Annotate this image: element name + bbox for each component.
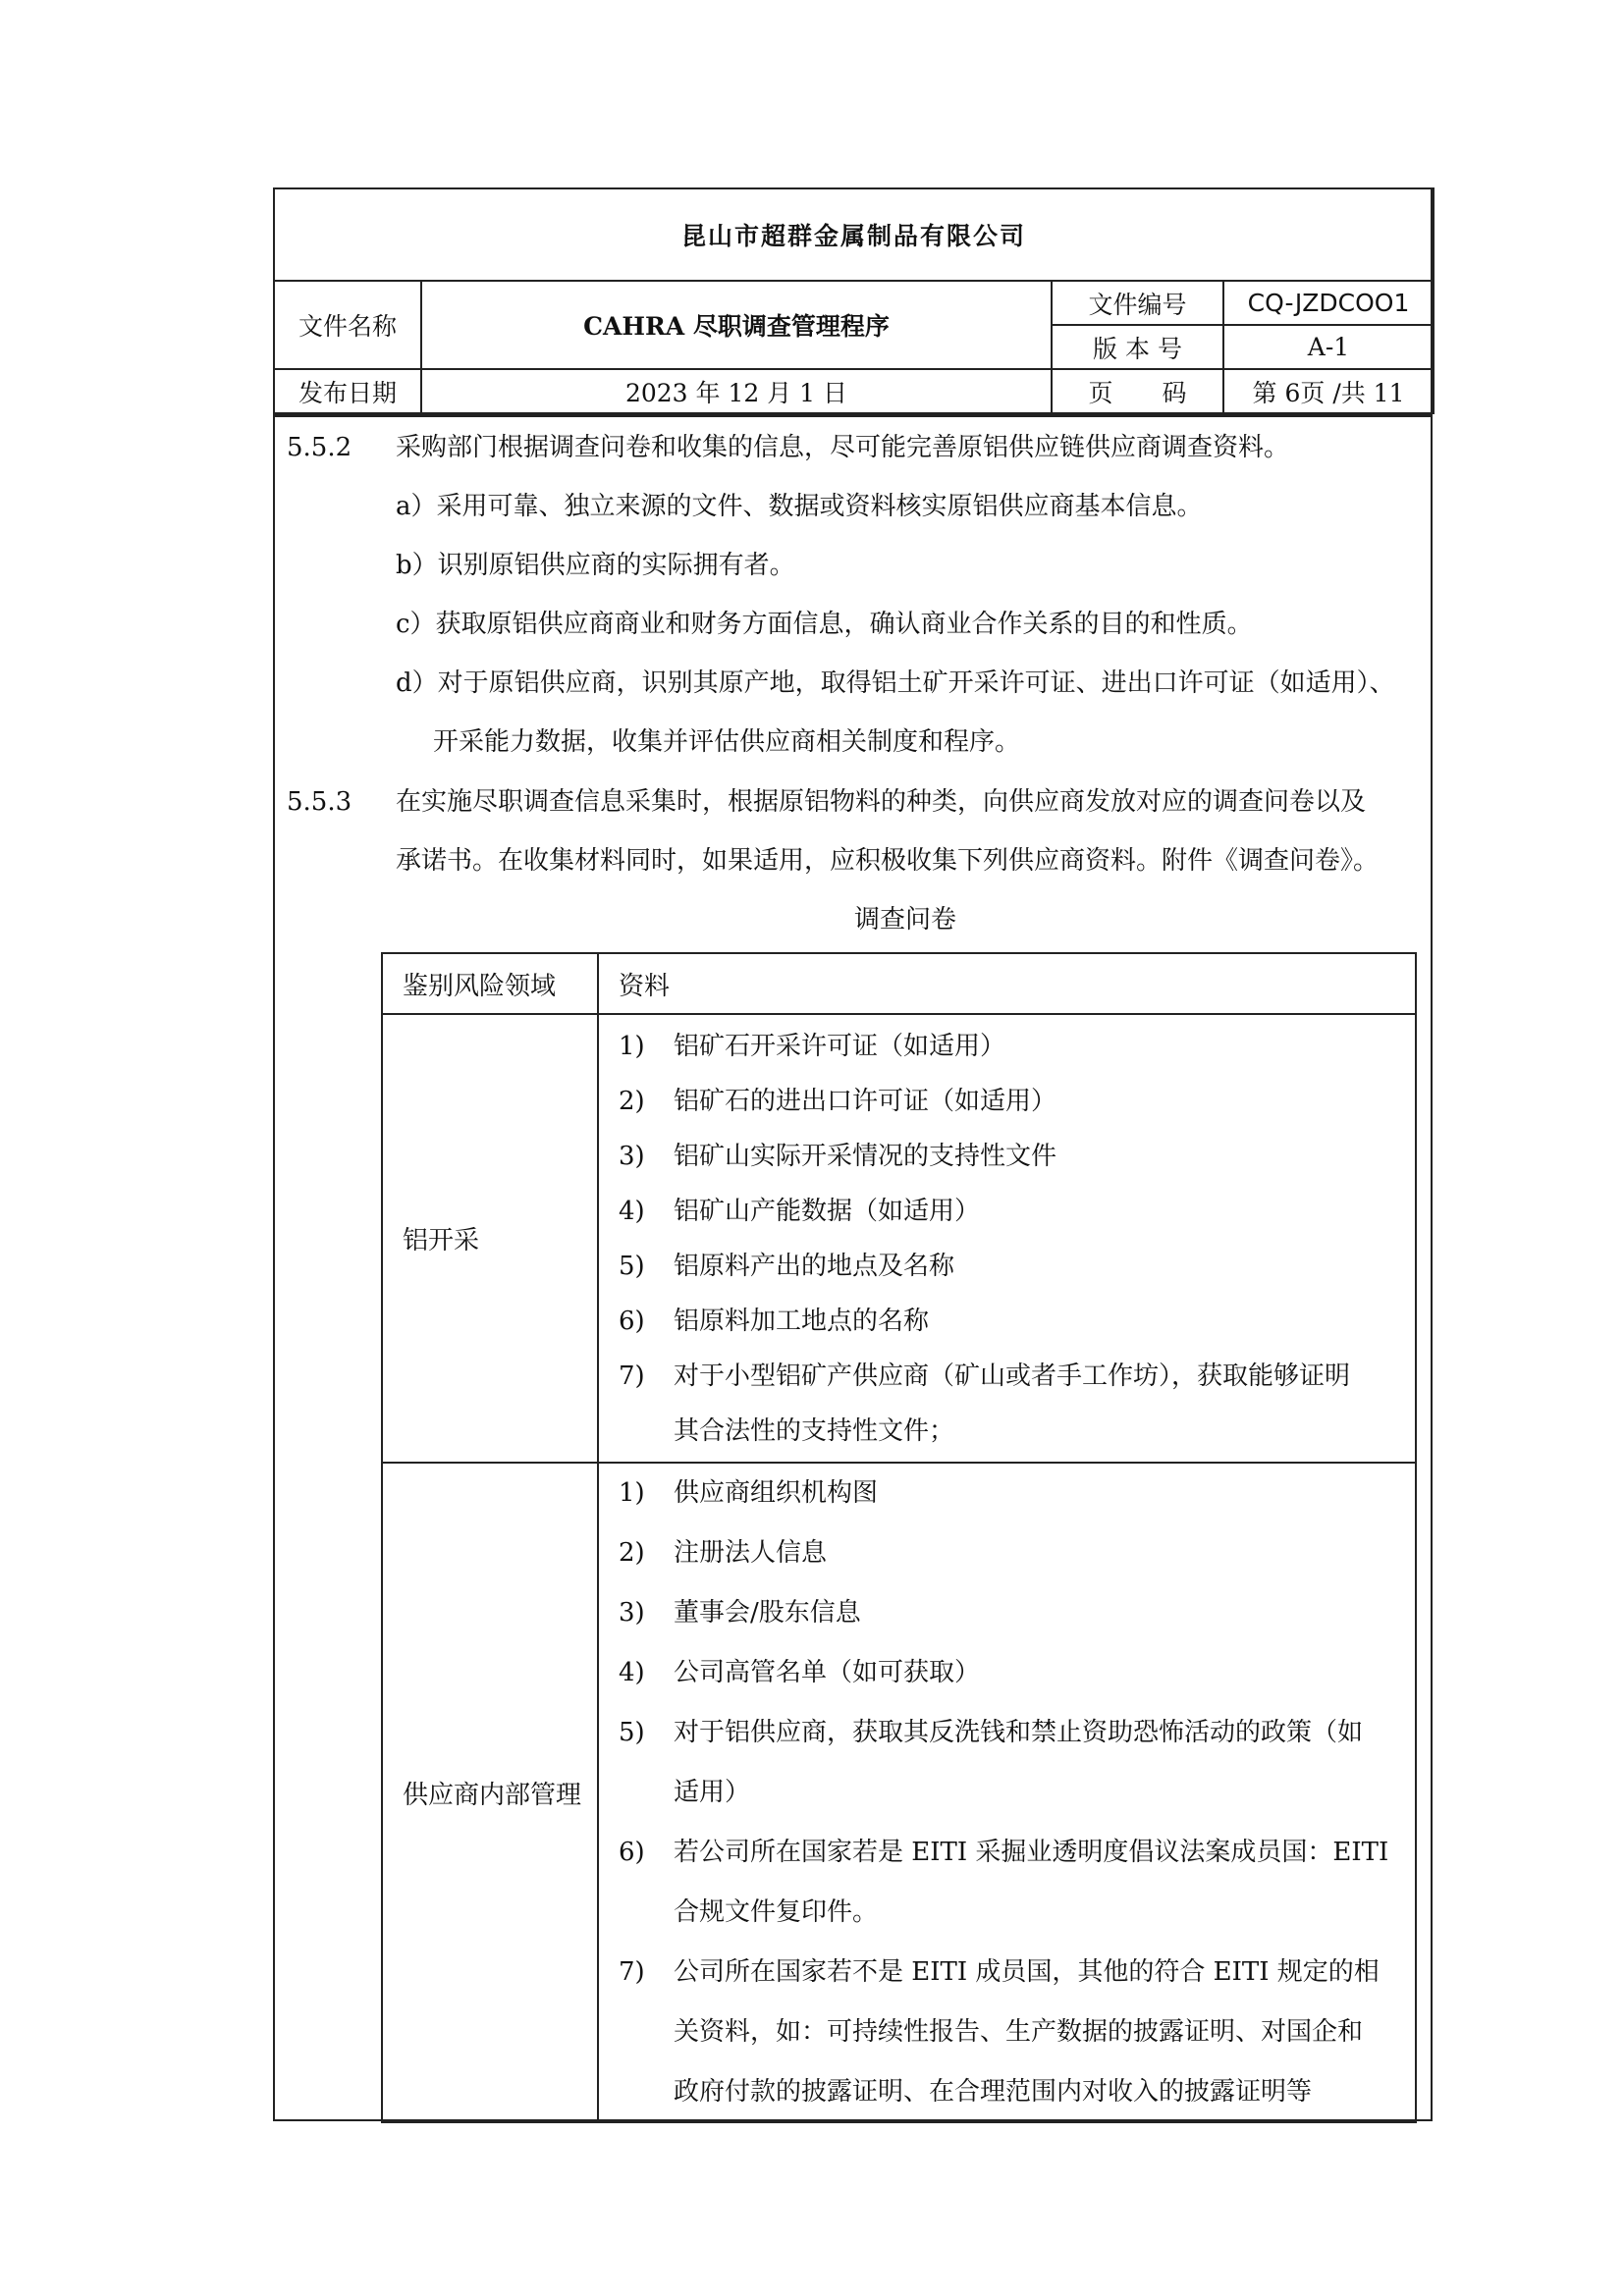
col-header-info: 资料 [598,953,1416,1014]
info-item [619,1307,1415,1336]
date-value: 2023 年 12 月 1 日 [421,369,1052,413]
info-item [619,1197,1415,1226]
item-number: 4) [619,1196,645,1226]
header-separator [273,413,1433,417]
item-text [674,1087,1415,1116]
item-number: 3) [619,1141,645,1171]
info-item [619,1252,1415,1281]
item-number: 1) [619,1031,645,1061]
table-title: 调查问卷 [854,905,957,934]
page-value: 第 6页 /共 11 [1223,369,1434,413]
info-item [619,1598,1415,1629]
item-text [674,1197,1415,1226]
info-item [619,1032,1415,1061]
item-text [674,1957,1415,2108]
item-text [674,1598,1415,1629]
section-text: 在实施尽职调查信息采集时，根据原铝物料的种类，向供应商发放对应的调查问卷以及 [396,787,1367,817]
item-text-line: 若公司所在国家若是 EITI 采掘业透明度倡议法案成员国：EITI [674,1837,1389,1867]
risk-area: 供应商内部管理 [382,1463,598,2122]
info-item [619,1838,1415,1928]
section-number: 5.5.2 [287,433,352,462]
item-text [674,1538,1415,1569]
info-item [619,1718,1415,1808]
list-item-b: b）识别原铝供应商的实际拥有者。 [396,551,795,580]
item-text [674,1362,1415,1446]
item-text-line: 公司所在国家若不是 EITI 成员国，其他的符合 EITI 规定的相 [674,1956,1380,1987]
info-item [619,1658,1415,1688]
info-item [619,1957,1415,2108]
doc-name-label: 文件名称 [274,281,421,369]
doc-name: CAHRA 尽职调查管理程序 [421,281,1052,369]
item-text [674,1142,1415,1171]
item-text-line: 铝原料产出的地点及名称 [674,1251,955,1281]
item-text [674,1307,1415,1336]
item-number: 7) [619,1956,645,1987]
item-number: 6) [619,1306,645,1336]
info-item [619,1087,1415,1116]
item-text [674,1838,1415,1928]
item-text-line: 铝原料加工地点的名称 [674,1306,930,1336]
info-item [619,1362,1415,1446]
item-number: 2) [619,1537,645,1568]
item-text-line: 对于小型铝矿产供应商（矿山或者手工作坊），获取能够证明 [674,1361,1351,1391]
item-text [674,1252,1415,1281]
item-number: 5) [619,1717,645,1747]
item-text-line: 关资料，如：可持续性报告、生产数据的披露证明、对国企和 [674,2016,1364,2047]
item-number: 6) [619,1837,645,1867]
list-item-d-cont: 开采能力数据，收集并评估供应商相关制度和程序。 [433,727,1021,757]
info-cell [598,1014,1416,1463]
item-text-line: 注册法人信息 [674,1537,828,1568]
item-text-line: 铝矿山产能数据（如适用） [674,1196,981,1226]
doc-no: CQ-JZDCOO1 [1223,281,1434,325]
company-name: 昆山市超群金属制品有限公司 [274,188,1434,281]
item-text [674,1658,1415,1688]
col-header-area: 鉴别风险领域 [382,953,598,1014]
info-list [619,1478,1415,2108]
item-text-line: 合规文件复印件。 [674,1896,879,1927]
document-header [273,187,1435,414]
doc-no-label: 文件编号 [1052,281,1223,325]
questionnaire-table [381,952,1417,2123]
item-number: 3) [619,1597,645,1628]
section-number: 5.5.3 [287,787,352,817]
list-item-c: c）获取原铝供应商商业和财务方面信息，确认商业合作关系的目的和性质。 [396,610,1253,639]
item-text-line: 政府付款的披露证明、在合理范围内对收入的披露证明等 [674,2076,1313,2107]
item-text-line: 铝矿石的进出口许可证（如适用） [674,1086,1057,1116]
risk-area: 铝开采 [382,1014,598,1463]
item-text-line: 公司高管名单（如可获取） [674,1657,981,1687]
item-text-line: 铝矿山实际开采情况的支持性文件 [674,1141,1057,1171]
section-text: 采购部门根据调查问卷和收集的信息，尽可能完善原铝供应链供应商调查资料。 [396,433,1290,462]
item-number: 1) [619,1477,645,1508]
item-text [674,1032,1415,1061]
info-list [619,1032,1415,1446]
item-text [674,1718,1415,1808]
date-label: 发布日期 [274,369,421,413]
item-text-line: 其合法性的支持性文件； [674,1415,955,1446]
info-item [619,1142,1415,1171]
list-item-d: d）对于原铝供应商，识别其原产地，取得铝土矿开采许可证、进出口许可证（如适用）、 [396,668,1395,698]
info-item [619,1538,1415,1569]
item-text [674,1478,1415,1509]
page-label: 页 码 [1052,369,1223,413]
item-text-line: 供应商组织机构图 [674,1477,879,1508]
version-value: A-1 [1223,325,1434,369]
item-number: 5) [619,1251,645,1281]
item-number: 4) [619,1657,645,1687]
section-text-cont: 承诺书。在收集材料同时，如果适用，应积极收集下列供应商资料。附件《调查问卷》。 [396,846,1380,876]
item-text-line: 铝矿石开采许可证（如适用） [674,1031,1006,1061]
list-item-a: a）采用可靠、独立来源的文件、数据或资料核实原铝供应商基本信息。 [396,492,1203,521]
info-cell [598,1463,1416,2122]
item-text-line: 对于铝供应商，获取其反洗钱和禁止资助恐怖活动的政策（如 [674,1717,1364,1747]
info-item [619,1478,1415,1509]
item-number: 7) [619,1361,645,1391]
item-text-line: 董事会/股东信息 [674,1597,861,1628]
version-label: 版 本 号 [1052,325,1223,369]
item-number: 2) [619,1086,645,1116]
item-text-line: 适用） [674,1777,751,1807]
